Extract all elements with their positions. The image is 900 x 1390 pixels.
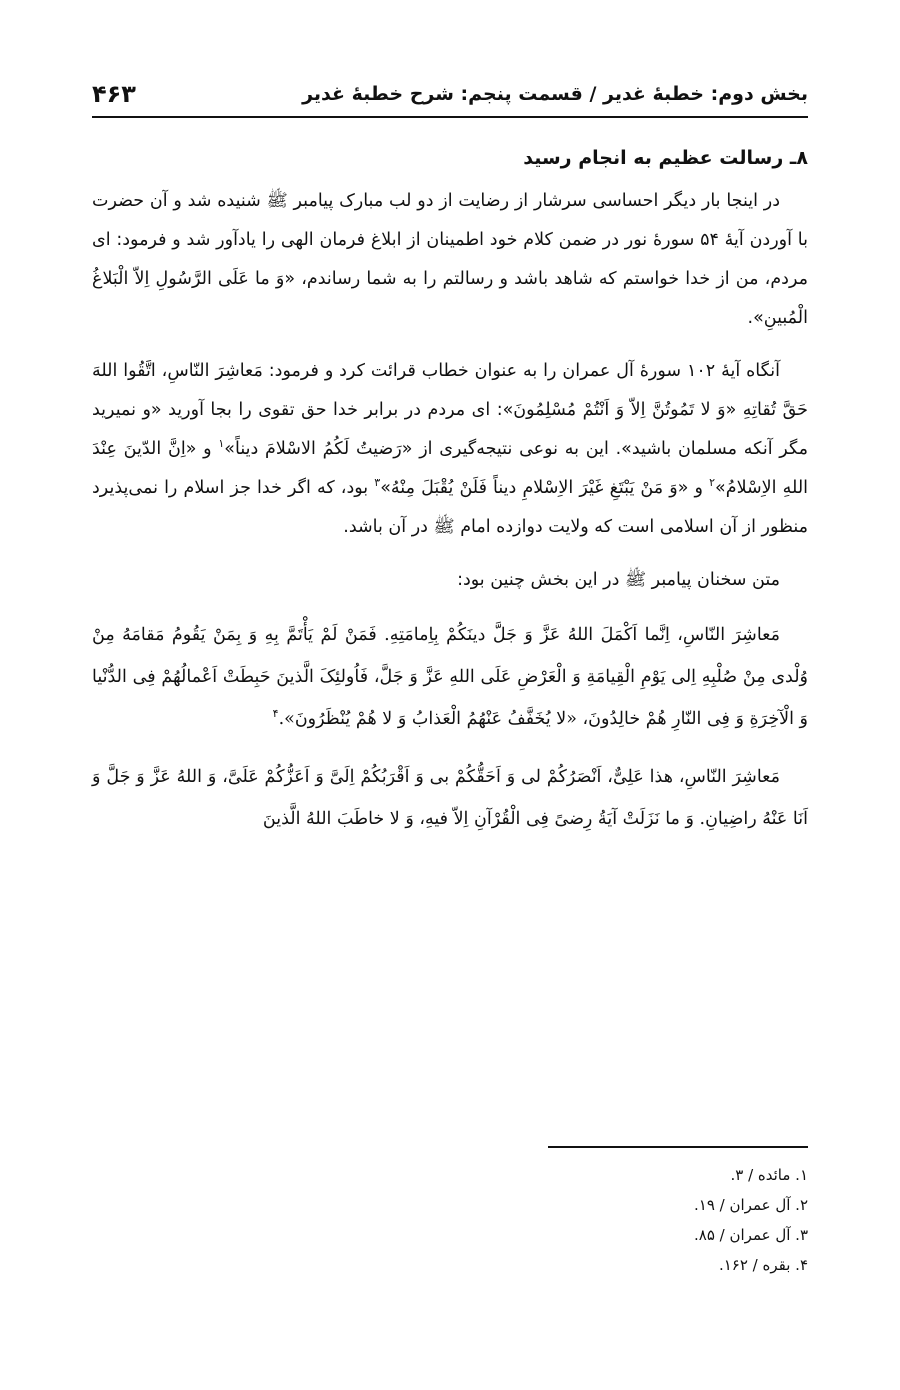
quote-2: مَعاشِرَ النّاسِ، هذا عَلِیٌّ، اَنْصَرُکُمْ لی وَ اَحَقُّکُمْ بی وَ اَقْرَبُکُمْ اِلَیَّ وَ اَعَزُّکُمْ عَلَیَّ، وَ اللهُ عَزَّ وَ جَلَّ وَ اَنَا عَنْهُ راضِیانِ. وَ ما نَزَلَتْ آیَةُ رِضیً فِی الْقُرْآنِ اِلاّ فیهِ، وَ لا خاطَبَ اللهُ الَّذینَ <box>92 767 808 829</box>
footnote-mark-2[interactable]: ۲ <box>709 476 716 490</box>
paragraph-2-text-d: بود، که اگر خدا جز اسلام را نمی‌پذیرد منظور از آن اسلامی است که ولایت دوازده امام ﷺ در آن باشد. <box>92 478 808 537</box>
paragraph-2-text-c: و «وَ مَنْ یَبْتَغِ غَیْرَ الاِسْلامِ دیناً فَلَنْ یُقْبَلَ مِنْهُ» <box>380 478 710 498</box>
footnote-item: ۳. آل عمران / ۸۵. <box>693 1226 808 1244</box>
header-title: بخش دوم: خطبهٔ غدیر / قسمت پنجم: شرح خطبهٔ غدیر <box>302 83 808 105</box>
paragraph-2 <box>92 352 808 547</box>
running-header <box>92 72 808 118</box>
quote-1 <box>92 614 808 740</box>
page-number: ۴۶۳ <box>92 80 136 108</box>
paragraph-2-text-a: آنگاه آیهٔ ۱۰۲ سورهٔ آل عمران را به عنوان خطاب قرائت کرد و فرمود: مَعاشِرَ النّاسِ، اتَّقُوا اللهَ حَقَّ تُقاتِهِ «وَ لا تَمُوتُنَّ اِلاّ وَ اَنْتُمْ مُسْلِمُونَ»: ای مردم در برابر خدا حق تقوی را بجا آورید «و نمیرید مگر آنکه مسلمان باشید». این به نوعی نتیجه‌گیری از «رَضیتُ لَکُمُ الاسْلامَ دیناً» <box>92 361 809 459</box>
footnote-item: ۴. بقره / ۱۶۲. <box>718 1256 808 1274</box>
paragraph-3: متن سخنان پیامبر ﷺ در این بخش چنین بود: <box>457 570 780 590</box>
quote-1-text: مَعاشِرَ النّاسِ، اِنَّما اَکْمَلَ اللهُ عَزَّ وَ جَلَّ دینَکُمْ بِاِمامَتِهِ. فَمَنْ لَمْ یَأْتَمَّ بِهِ وَ بِمَنْ یَقُومُ مَقامَهُ مِنْ وُلْدی مِنْ صُلْبِهِ اِلی یَوْمِ الْقِیامَةِ وَ الْعَرْضِ عَلَی اللهِ عَزَّ وَ جَلَّ، فَاُولئِکَ الَّذینَ حَبِطَتْ اَعْمالُهُمْ فِی الدُّنْیا وَ الْآخِرَةِ وَ فِی النّارِ هُمْ خالِدُونَ، «لا یُخَفَّفُ عَنْهُمُ الْعَذابُ وَ لا هُمْ یُنْظَرُونَ». <box>92 625 808 729</box>
footnote-mark-4[interactable]: ۴ <box>272 707 279 721</box>
section-heading: ۸ـ رسالت عظیم به انجام رسید <box>523 147 808 169</box>
footnote-mark-1[interactable]: ۱ <box>218 437 225 451</box>
footnote-item: ۲. آل عمران / ۱۹. <box>693 1196 808 1214</box>
paragraph-1: در اینجا بار دیگر احساسی سرشار از رضایت از دو لب مبارک پیامبر ﷺ شنیده شد و آن حضرت با آوردن آیهٔ ۵۴ سورهٔ نور در ضمن کلام خود اطمینان از ابلاغ فرمان الهی را یادآور شد و فرمود: ای مردم، من از خدا خواستم که شاهد باشد و رسالتم را به شما رساندم، «وَ ما عَلَی الرَّسُولِ اِلاّ الْبَلاغُ الْمُبینِ». <box>92 191 808 328</box>
footnote-divider <box>548 1146 808 1148</box>
footnote-item: ۱. مائده / ۳. <box>730 1166 808 1184</box>
main-content <box>92 138 808 856</box>
paragraph-2-text-b: و «اِنَّ الدّینَ عِنْدَ اللهِ الاِسْلامُ» <box>92 439 809 498</box>
footnote-mark-3[interactable]: ۳ <box>374 476 381 490</box>
footnotes-list <box>92 1160 808 1280</box>
